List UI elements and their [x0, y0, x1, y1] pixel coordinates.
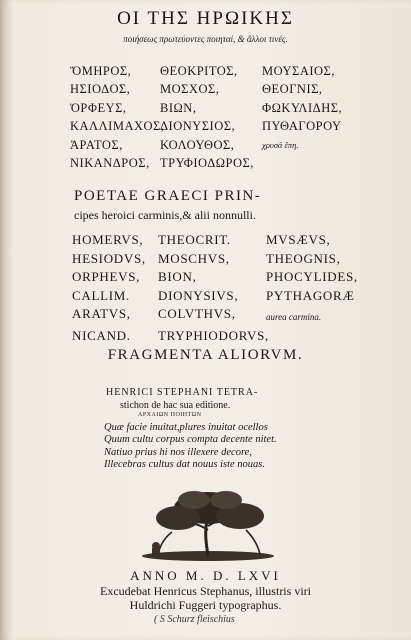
greek-poet: ὈΡΦΕΥΣ, — [70, 100, 127, 115]
latin-title: POETAE GRAECI PRIN- — [74, 188, 262, 204]
greek-poets-row — [70, 62, 372, 80]
verse-line: Illecebras cultus dat nouus iste nouas. — [104, 459, 265, 471]
imprint-year: ANNO M. D. LXVI — [130, 568, 281, 583]
latin-poet: HOMERVS, — [72, 232, 144, 247]
latin-poet: HESIODVS, — [72, 250, 146, 266]
latin-poets-row — [72, 327, 396, 346]
greek-poet: ΜΟΥΣΑΙΟΣ, — [262, 64, 335, 78]
olive-tree-printer-device-icon — [134, 486, 282, 562]
latin-poet: NICAND. — [72, 327, 131, 343]
fragmenta-heading: FRAGMENTA ALIORVM. — [107, 347, 304, 363]
greek-poet: ΒΙΩΝ, — [160, 100, 197, 115]
verse-line: Quum cultu corpus compta decente nitet. — [104, 434, 277, 446]
verse-line: Quæ facie inuitat,plures inuitat ocellos — [104, 422, 268, 433]
greek-subtitle: ποιήσεως πρωτεύοντες ποιηταί, & ἄλλοι τινές. — [123, 34, 288, 44]
latin-poet: CALLIM. — [72, 287, 130, 303]
henrici-heading: HENRICI STEPHANI TETRA- — [106, 387, 259, 398]
greek-poet: ΘΕΟΚΡΙΤΟΣ, — [160, 64, 238, 78]
latin-poet: THEOGNIS, — [266, 250, 341, 266]
latin-subtitle: cipes heroici carminis,& alii nonnulli. — [74, 208, 256, 222]
greek-poet: ΜΟΣΧΟΣ, — [160, 82, 220, 97]
greek-poet: ὍΜΗΡΟΣ, — [70, 64, 132, 78]
latin-poet: COLVTHVS, — [158, 306, 236, 322]
latin-poet: PHOCYLIDES, — [266, 269, 358, 285]
latin-poet-note: aurea carmina. — [266, 312, 322, 323]
greek-poets-row — [70, 136, 372, 154]
greek-marginal-note: ΑΡΧΑΙΩΝ ΠΟΙΗΤΩΝ — [138, 412, 202, 418]
henrici-subheading: stichon de hac sua editione. — [120, 400, 231, 411]
latin-poets-row — [72, 287, 396, 306]
latin-poets-row — [72, 268, 396, 287]
greek-poets-row — [70, 154, 372, 172]
latin-poet: THEOCRIT. — [158, 232, 231, 247]
greek-poet — [262, 154, 372, 172]
handwritten-signature: ( S Schurz fleischius — [154, 614, 235, 625]
latin-poet: BION, — [158, 269, 197, 285]
latin-poet: ORPHEVS, — [72, 269, 141, 285]
greek-poet-note: χρυσᾶ ἔπη. — [262, 139, 299, 150]
greek-title: ΟΙ ΤΗΣ ΗΡΩΙΚΗΣ — [117, 8, 294, 29]
greek-poets-list — [70, 62, 372, 172]
greek-poets-row — [70, 80, 372, 98]
greek-poets-row — [70, 117, 372, 135]
latin-poet: DIONYSIVS, — [158, 287, 239, 303]
latin-poets-row — [72, 250, 396, 269]
latin-poet: TRYPHIODORVS, — [158, 327, 269, 343]
latin-poets-row — [72, 231, 396, 250]
greek-poet: ΦΩΚΥΛΙΔΗΣ, — [262, 100, 343, 115]
latin-poets-list — [72, 231, 396, 346]
latin-poet: MVSÆVS, — [266, 232, 331, 247]
greek-poet: ΤΡΥΦΙΟΔΩΡΟΣ, — [160, 156, 254, 171]
latin-poet: ARATVS, — [72, 306, 131, 322]
latin-poets-row — [72, 305, 396, 327]
tetrastichon-verse — [104, 422, 277, 472]
imprint-line-1: Excudebat Henricus Stephanus, illustris viri — [100, 584, 311, 598]
greek-poets-row — [70, 99, 372, 117]
latin-poet: MOSCHVS, — [158, 250, 230, 266]
greek-poet: ΠΥΘΑΓΟΡΟΥ — [262, 119, 342, 134]
greek-poet: ΔΙΟΝΥΣΙΟΣ, — [160, 119, 236, 134]
greek-poet: ΚΑΛΛΙΜΑΧΟΣ, — [70, 119, 165, 134]
greek-poet: ἈΡΑΤΟΣ, — [70, 137, 123, 152]
greek-poet: ΘΕΟΓΝΙΣ, — [262, 82, 323, 97]
verse-line: Natiuo prius hi nos illexere decore, — [104, 446, 252, 458]
latin-poet: PYTHAGORÆ — [266, 287, 355, 303]
imprint-line-2: Huldrichi Fuggeri typographus. — [129, 598, 282, 612]
greek-poet: ΚΟΛΟΥΘΟΣ, — [160, 137, 235, 152]
greek-poet: ΝΙΚΑΝΔΡΟΣ, — [70, 156, 150, 171]
greek-poet: ΗΣΙΟΔΟΣ, — [70, 82, 131, 97]
latin-poet — [266, 327, 396, 346]
